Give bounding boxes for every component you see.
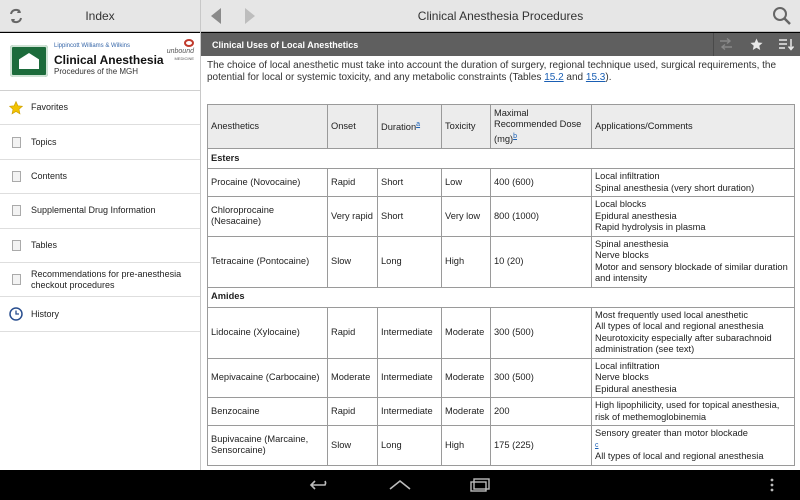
max-dose-cell: 200 [491, 398, 592, 426]
sidebar-item-label: Favorites [31, 102, 69, 113]
comment-line: Rapid hydrolysis in plasma [595, 222, 706, 232]
duration-cell: Long [378, 426, 442, 466]
toxicity-cell: High [442, 236, 491, 287]
table-link-15-2[interactable]: 15.2 [544, 72, 564, 83]
drug-name-cell: Bupivacaine (Marcaine, Sensorcaine) [208, 426, 328, 466]
bookmark-star-icon[interactable] [748, 36, 764, 52]
esters-section-row-label: Esters [208, 149, 795, 169]
intro-mid: and [563, 72, 586, 83]
max-dose-cell: 10 (20) [491, 236, 592, 287]
onset-cell: Rapid [328, 307, 378, 358]
toxicity-cell: Very low [442, 197, 491, 237]
sidebar-item-contents[interactable] [0, 160, 200, 194]
comment-line: Epidural anesthesia [595, 210, 677, 221]
swap-icon[interactable] [718, 36, 734, 52]
onset-cell: Moderate [328, 358, 378, 398]
comment-line: All types of local and regional anesthesia [595, 321, 764, 331]
comments-cell [592, 358, 795, 398]
comment-line: Local infiltration [595, 360, 660, 371]
col-toxicity: Toxicity [442, 105, 491, 149]
comment-line: Neurotoxicity especially after subarachnoid administration (see text) [595, 332, 772, 354]
duration-cell: Intermediate [378, 307, 442, 358]
book-title: Clinical Anesthesia [54, 53, 164, 67]
book-logo-icon [10, 45, 48, 77]
intro-text: The choice of local anesthetic must take into account the duration of surgery, regional technique used, surgical requirements, the potential for local or systemic toxicity, and any metabolic constraints (Tables [207, 60, 777, 83]
toxicity-cell: Moderate [442, 358, 491, 398]
col-max-dose [491, 105, 592, 149]
max-dose-cell: 300 (500) [491, 307, 592, 358]
intro-paragraph [201, 56, 800, 94]
sidebar-title: Index [85, 9, 115, 23]
col-max-dose-label: Maximal Recommended Dose (mg) [494, 107, 582, 144]
unbound-mark-icon [184, 39, 194, 47]
comments-cell [592, 197, 795, 237]
search-icon[interactable] [772, 6, 792, 26]
app-header [201, 0, 800, 32]
overflow-menu-icon[interactable] [762, 476, 782, 494]
comment-line: Local infiltration [595, 171, 660, 181]
sidebar-item-label: History [31, 308, 60, 319]
comments-cell [592, 398, 795, 426]
unbound-logo [167, 39, 194, 62]
toxicity-cell: Low [442, 169, 491, 197]
section-actions [718, 36, 794, 52]
duration-cell: Short [378, 169, 442, 197]
comment-line: Motor and sensory blockade of similar duration and intensity [595, 261, 788, 283]
table-row [208, 169, 795, 197]
sidebar-item-label: Topics [31, 136, 57, 147]
table-header-row [208, 105, 795, 149]
content-pane [201, 33, 800, 470]
sidebar-item-topics[interactable] [0, 125, 200, 159]
comments-cell [592, 307, 795, 358]
comments-cell [592, 169, 795, 197]
footnote-a-link[interactable]: a [416, 121, 421, 129]
onset-cell: Rapid [328, 169, 378, 197]
system-recents-icon[interactable] [465, 476, 495, 494]
section-header [201, 33, 800, 56]
comment-line: Nerve blocks [595, 372, 649, 382]
sort-menu-icon[interactable] [778, 36, 794, 52]
star-icon [9, 101, 23, 115]
amides-section-row [208, 287, 795, 307]
col-duration-label: Duration [381, 122, 417, 133]
col-anesthetics: Anesthetics [208, 105, 328, 149]
anesthetics-table [207, 104, 795, 466]
sidebar [0, 33, 200, 470]
document-icon [9, 273, 23, 287]
table-row [208, 358, 795, 398]
toxicity-cell: High [442, 426, 491, 466]
footnote-b-link[interactable]: b [513, 132, 518, 140]
unbound-name: unbound [166, 48, 194, 55]
onset-cell: Very rapid [328, 197, 378, 237]
comments-cell [592, 236, 795, 287]
esters-section-row [208, 149, 795, 169]
table-row [208, 307, 795, 358]
sidebar-header [0, 0, 200, 32]
onset-cell: Slow [328, 426, 378, 466]
system-back-icon[interactable] [305, 476, 335, 494]
document-icon [9, 238, 23, 252]
comment-line: Local blocks [595, 199, 647, 209]
system-nav-bar [0, 470, 800, 500]
sidebar-item-label: Tables [31, 239, 58, 250]
table-row [208, 197, 795, 237]
comment-line-wrap [595, 428, 791, 451]
footnote-c-link[interactable]: c [595, 441, 599, 449]
comment-line: Spinal anesthesia [595, 238, 669, 249]
drug-name-cell: Benzocaine [208, 398, 328, 426]
publisher-name: Lippincott Williams & Wilkins [54, 43, 131, 49]
duration-cell: Intermediate [378, 358, 442, 398]
max-dose-cell: 400 (600) [491, 169, 592, 197]
comments-cell [592, 426, 795, 466]
drug-name-cell: Mepivacaine (Carbocaine) [208, 358, 328, 398]
col-applications: Applications/Comments [592, 105, 795, 149]
sidebar-item-favorites[interactable] [0, 91, 200, 125]
duration-cell: Short [378, 197, 442, 237]
drug-name-cell: Tetracaine (Pontocaine) [208, 236, 328, 287]
comment-line: Most frequently used local anesthetic [595, 309, 748, 320]
sidebar-item-label: Contents [31, 170, 68, 181]
sidebar-item-supplemental-drug-information[interactable] [0, 194, 200, 228]
clock-icon [9, 307, 23, 321]
comment-line: High lipophilicity, used for topical anesthesia, risk of methemoglobinemia [595, 400, 780, 422]
document-icon [9, 169, 23, 183]
sidebar-item-label: Recommendations for pre-anesthesia checkout procedures [31, 268, 182, 290]
comment-line: Spinal anesthesia (very short duration) [595, 182, 755, 193]
max-dose-cell: 800 (1000) [491, 197, 592, 237]
table-row [208, 426, 795, 466]
col-duration [378, 105, 442, 149]
onset-cell: Rapid [328, 398, 378, 426]
document-icon [9, 204, 23, 218]
table-row [208, 236, 795, 287]
drug-name-cell: Procaine (Novocaine) [208, 169, 328, 197]
onset-cell: Slow [328, 236, 378, 287]
unbound-sub: MEDICINE [174, 56, 194, 61]
sidebar-item-history[interactable] [0, 297, 200, 331]
intro-end: ). [605, 72, 612, 83]
table-link-15-3[interactable]: 15.3 [585, 72, 606, 83]
max-dose-cell: 175 (225) [491, 426, 592, 466]
max-dose-cell: 300 (500) [491, 358, 592, 398]
section-title: Clinical Uses of Local Anesthetics [212, 39, 359, 50]
col-onset: Onset [328, 105, 378, 149]
brand-banner [0, 33, 200, 91]
comment-line: Sensory greater than motor blockade [595, 428, 748, 438]
amides-section-row-label: Amides [208, 287, 795, 307]
comment-line: All types of local and regional anesthesia [595, 451, 764, 461]
comment-line: Epidural anesthesia [595, 383, 677, 394]
system-home-icon[interactable] [385, 476, 415, 494]
toxicity-cell: Moderate [442, 398, 491, 426]
comment-line: Nerve blocks [595, 250, 649, 260]
page-title: Clinical Anesthesia Procedures [417, 9, 584, 23]
sidebar-item-label: Supplemental Drug Information [31, 205, 156, 216]
sidebar-item-recommendations[interactable] [0, 263, 200, 297]
toxicity-cell: Moderate [442, 307, 491, 358]
duration-cell: Intermediate [378, 398, 442, 426]
drug-name-cell: Lidocaine (Xylocaine) [208, 307, 328, 358]
drug-name-cell: Chloroprocaine (Nesacaine) [208, 197, 328, 237]
section-divider [713, 33, 714, 56]
table-row [208, 398, 795, 426]
document-icon [9, 135, 23, 149]
sidebar-item-tables[interactable] [0, 229, 200, 263]
book-subtitle: Procedures of the MGH [54, 67, 139, 76]
duration-cell: Long [378, 236, 442, 287]
